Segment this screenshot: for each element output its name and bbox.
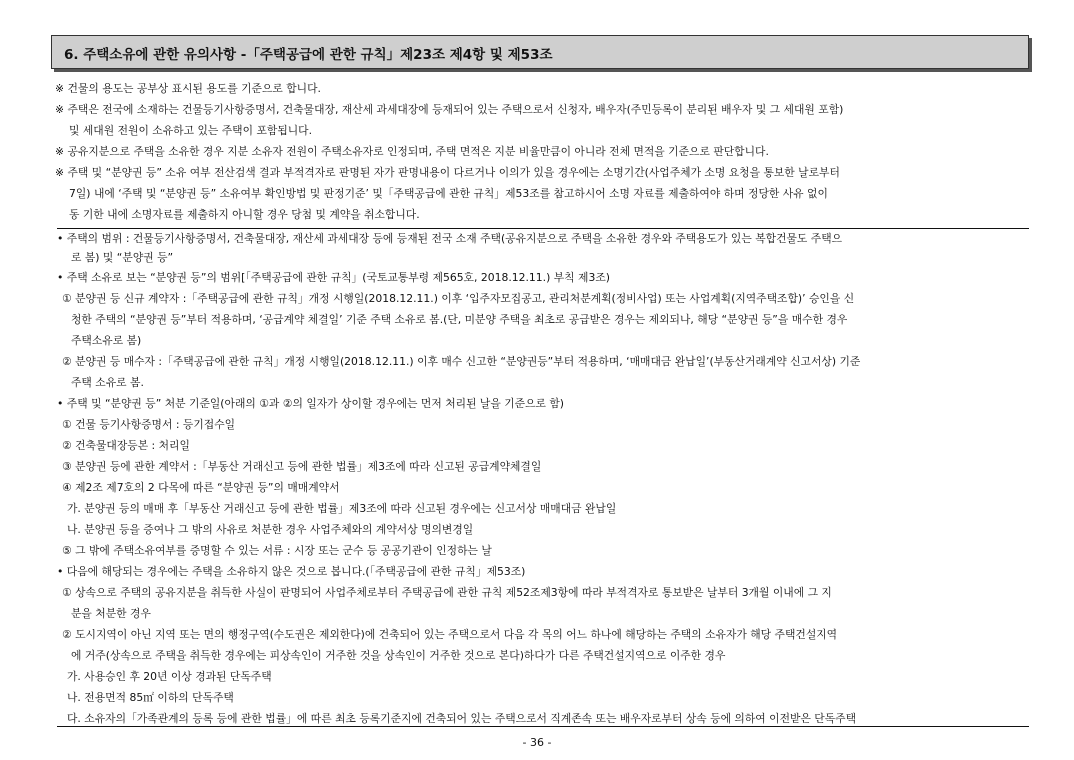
text-line: 분을 처분한 경우: [71, 607, 151, 620]
section-header-box: [51, 35, 1029, 69]
text-line: • 주택 및 “분양권 등” 처분 기준일(아래의 ①과 ②의 일자가 상이할 경우에는 먼저 처리된 날을 기준으로 함): [57, 397, 565, 410]
text-line: ⑤ 그 밖에 주택소유여부를 증명할 수 있는 서류 : 시장 또는 군수 등 공공기관이 인정하는 날: [62, 544, 492, 557]
text-line: • 다음에 해당되는 경우에는 주택을 소유하지 않은 것으로 봅니다.(「주택공급에 관한 규칙」제53조): [57, 565, 526, 578]
text-line: 다. 소유자의「가족관계의 등록 등에 관한 법률」에 따른 최초 등록기준지에 건축되어 있는 주택으로서 직계존속 또는 배우자로부터 상속 등에 의하여 이전받은 단독주택: [67, 712, 857, 725]
text-line: ② 도시지역이 아닌 지역 또는 면의 행정구역(수도권은 제외한다)에 건축되어 있는 주택으로서 다음 각 목의 어느 하나에 해당하는 주택의 소유자가 해당 주택건설지역: [62, 628, 838, 641]
text-line: 로 봄) 및 “분양권 등”: [71, 251, 174, 264]
text-line: ※ 주택은 전국에 소재하는 건물등기사항증명서, 건축물대장, 재산세 과세대장에 등재되어 있는 주택으로서 신청자, 배우자(주민등록이 분리된 배우자 및 그 세대원 포함): [55, 103, 844, 116]
text-line: 나. 전용면적 85㎡ 이하의 단독주택: [67, 691, 234, 704]
text-line: ③ 분양권 등에 관한 계약서 :「부동산 거래신고 등에 관한 법률」제3조에 따라 신고된 공급계약체결일: [62, 460, 542, 473]
text-line: 가. 사용승인 후 20년 이상 경과된 단독주택: [67, 670, 272, 683]
page-number: - 36 -: [522, 736, 552, 749]
text-line: • 주택 소유로 보는 “분양권 등”의 범위[「주택공급에 관한 규칙」(국토교통부령 제565호, 2018.12.11.) 부칙 제3조): [57, 271, 610, 284]
section-title: 6. 주택소유에 관한 유의사항 -「주택공급에 관한 규칙」제23조 제4항 및 제53조: [64, 47, 553, 63]
text-line: 나. 분양권 등을 증여나 그 밖의 사유로 처분한 경우 사업주체와의 계약서상 명의변경일: [67, 523, 474, 536]
text-line: ① 분양권 등 신규 계약자 :「주택공급에 관한 규칙」개정 시행일(2018.12.11.) 이후 ‘입주자모집공고, 관리처분계획(정비사업) 또는 사업계획(지역주택조합)’ 승인을 신: [62, 292, 855, 305]
text-line: ※ 건물의 용도는 공부상 표시된 용도를 기준으로 합니다.: [55, 82, 321, 95]
text-line: ① 건물 등기사항증명서 : 등기접수일: [62, 418, 236, 431]
text-line: 및 세대원 전원이 소유하고 있는 주택이 포함됩니다.: [69, 124, 313, 137]
divider-top: [57, 228, 1029, 229]
text-line: ※ 주택 및 “분양권 등” 소유 여부 전산검색 결과 부적격자로 판명된 자가 판명내용이 다르거나 이의가 있을 경우에는 소명기간(사업주체가 소명 요청을 통보한 날로부터: [55, 166, 840, 179]
text-line: ② 건축물대장등본 : 처리일: [62, 439, 190, 452]
text-line: 에 거주(상속으로 주택을 취득한 경우에는 피상속인이 거주한 것을 상속인이 거주한 것으로 본다)하다가 다른 주택건설지역으로 이주한 경우: [71, 649, 726, 662]
divider-bottom: [57, 726, 1029, 727]
text-line: • 주택의 범위 : 건물등기사항증명서, 건축물대장, 재산세 과세대장 등에 등재된 전국 소재 주택(공유지분으로 주택을 소유한 경우와 주택용도가 있는 복합건물도 주택으: [57, 232, 843, 245]
text-line: 청한 주택의 “분양권 등”부터 적용하며, ‘공급계약 체결일’ 기준 주택 소유로 봄.(단, 미분양 주택을 최초로 공급받은 경우는 제외되나, 해당 “분양권 등”을 매수한 경우: [71, 313, 848, 326]
text-line: ② 분양권 등 매수자 :「주택공급에 관한 규칙」개정 시행일(2018.12.11.) 이후 매수 신고한 “분양권등”부터 적용하며, ‘매매대금 완납일’(부동산거래계약 신고서상) 기준: [62, 355, 861, 368]
text-line: 가. 분양권 등의 매매 후「부동산 거래신고 등에 관한 법률」제3조에 따라 신고된 경우에는 신고서상 매매대금 완납일: [67, 502, 617, 515]
text-line: ④ 제2조 제7호의 2 다목에 따른 “분양권 등”의 매매계약서: [62, 481, 340, 494]
text-line: 주택 소유로 봄.: [71, 376, 144, 389]
text-line: 동 기한 내에 소명자료를 제출하지 아니할 경우 당첨 및 계약을 취소합니다.: [69, 208, 420, 221]
text-line: ① 상속으로 주택의 공유지분을 취득한 사실이 판명되어 사업주체로부터 주택공급에 관한 규칙 제52조제3항에 따라 부적격자로 통보받은 날부터 3개월 이내에 그 지: [62, 586, 832, 599]
text-line: 주택소유로 봄): [71, 334, 142, 347]
text-line: ※ 공유지분으로 주택을 소유한 경우 지분 소유자 전원이 주택소유자로 인정되며, 주택 면적은 지분 비율만큼이 아니라 전체 면적을 기준으로 판단합니다.: [55, 145, 769, 158]
text-line: 7일) 내에 ‘주택 및 “분양권 등” 소유여부 확인방법 및 판정기준’ 및「주택공급에 관한 규칙」제53조를 참고하시어 소명 자료를 제출하여야 하며 정당한 사유 없이: [69, 187, 828, 200]
